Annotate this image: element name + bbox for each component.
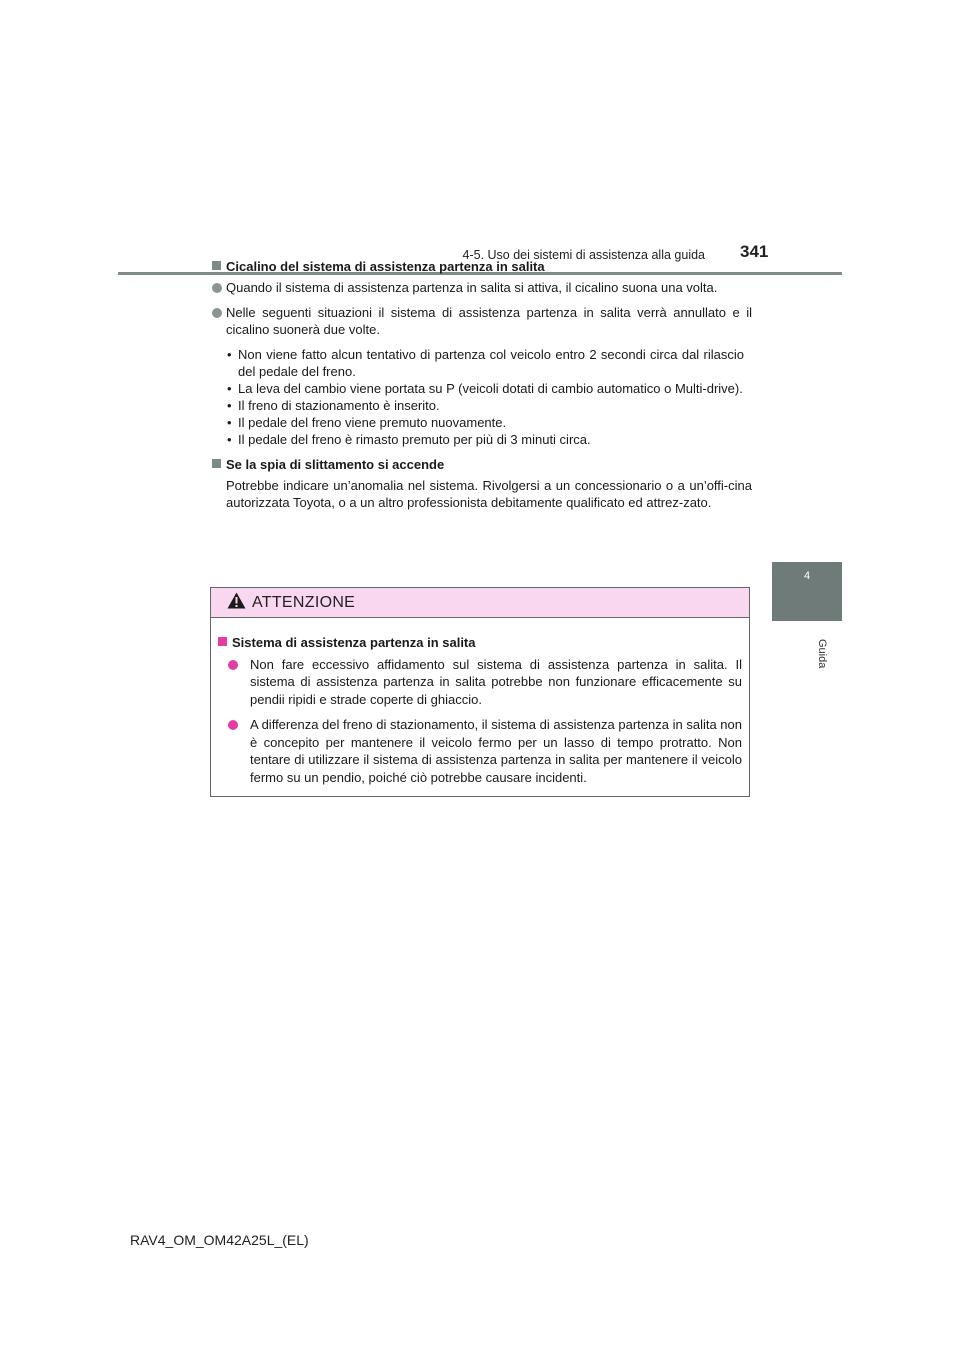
square-bullet-icon bbox=[212, 459, 221, 468]
page-number: 341 bbox=[740, 242, 769, 261]
sub-list-item-text: Il pedale del freno è rimasto premuto per più di 3 minuti circa. bbox=[238, 432, 591, 447]
circle-bullet-icon bbox=[212, 283, 222, 293]
warning-item bbox=[226, 656, 742, 709]
warning-box bbox=[210, 587, 750, 797]
dot-bullet-icon: • bbox=[227, 381, 232, 396]
square-bullet-icon bbox=[218, 637, 227, 646]
section-title bbox=[212, 456, 752, 473]
section-title-text: Cicalino del sistema di assistenza partenza in salita bbox=[226, 259, 545, 274]
circle-bullet-icon bbox=[228, 720, 238, 730]
sub-list-item-text: Il pedale del freno viene premuto nuovamente. bbox=[238, 415, 507, 430]
sub-list-item bbox=[212, 380, 744, 397]
sub-list bbox=[212, 346, 752, 448]
warning-section-title bbox=[218, 634, 742, 652]
list-item bbox=[212, 279, 752, 296]
sub-list-item bbox=[212, 397, 744, 414]
warning-triangle-icon bbox=[227, 592, 246, 614]
circle-bullet-icon bbox=[228, 660, 238, 670]
paragraph: Potrebbe indicare un’anomalia nel sistema. Rivolgersi a un concessionario o a un’offi-cina autorizzata Toyota, o a un altro professionista debitamente qualificato ed attrez-zato. bbox=[226, 478, 752, 510]
chapter-tab[interactable] bbox=[772, 562, 842, 621]
warning-item-text: A differenza del freno di stazionamento, il sistema di assistenza partenza in salita non è concepito per mantenere il veicolo fermo per un lasso di tempo protratto. Non tentare di utilizzare il sistema di assistenza partenza in salita per mantenere il veicolo fermo su un pendio, poiché ciò potrebbe causare incidenti. bbox=[250, 717, 742, 785]
warning-item-text: Non fare eccessivo affidamento sul sistema di assistenza partenza in salita. Il sistema di assistenza partenza in salita potrebbe non funzionare efficacemente su pendii ripidi e strade coperte di ghiaccio. bbox=[250, 656, 742, 707]
list-item-text: Quando il sistema di assistenza partenza in salita si attiva, il cicalino suona una volta. bbox=[226, 280, 718, 295]
sub-list-item bbox=[212, 431, 744, 448]
dot-bullet-icon: • bbox=[227, 432, 232, 447]
sub-list-item bbox=[212, 414, 744, 431]
section-title bbox=[212, 258, 752, 275]
section-title-text: Se la spia di slittamento si accende bbox=[226, 457, 445, 472]
sub-list-item-text: La leva del cambio viene portata su P (veicoli dotati di cambio automatico o Multi-drive). bbox=[238, 381, 743, 396]
sub-list-item bbox=[212, 346, 744, 380]
dot-bullet-icon: • bbox=[227, 347, 232, 362]
running-header-section: 4-5. Uso dei sistemi di assistenza alla guida bbox=[462, 248, 705, 262]
circle-bullet-icon bbox=[212, 308, 222, 318]
warning-body bbox=[211, 618, 749, 786]
list-item bbox=[212, 304, 752, 338]
dot-bullet-icon: • bbox=[227, 415, 232, 430]
sub-list-item-text: Il freno di stazionamento è inserito. bbox=[238, 398, 440, 413]
warning-section-title-text: Sistema di assistenza partenza in salita bbox=[232, 635, 476, 650]
sub-list-item-text: Non viene fatto alcun tentativo di partenza col veicolo entro 2 secondi circa dal rilascio del pedale del freno. bbox=[238, 347, 744, 379]
chapter-number: 4 bbox=[803, 570, 811, 582]
document-code: RAV4_OM_OM42A25L_(EL) bbox=[130, 1232, 309, 1248]
warning-title: ATTENZIONE bbox=[252, 593, 356, 611]
dot-bullet-icon: • bbox=[227, 398, 232, 413]
square-bullet-icon bbox=[212, 261, 221, 270]
list-item-text: Nelle seguenti situazioni il sistema di assistenza partenza in salita verrà annullato e il cicalino suonerà due volte. bbox=[226, 305, 752, 337]
warning-header bbox=[211, 588, 749, 618]
chapter-label: Guida bbox=[816, 639, 828, 669]
warning-item bbox=[226, 716, 742, 786]
main-content bbox=[212, 254, 752, 523]
